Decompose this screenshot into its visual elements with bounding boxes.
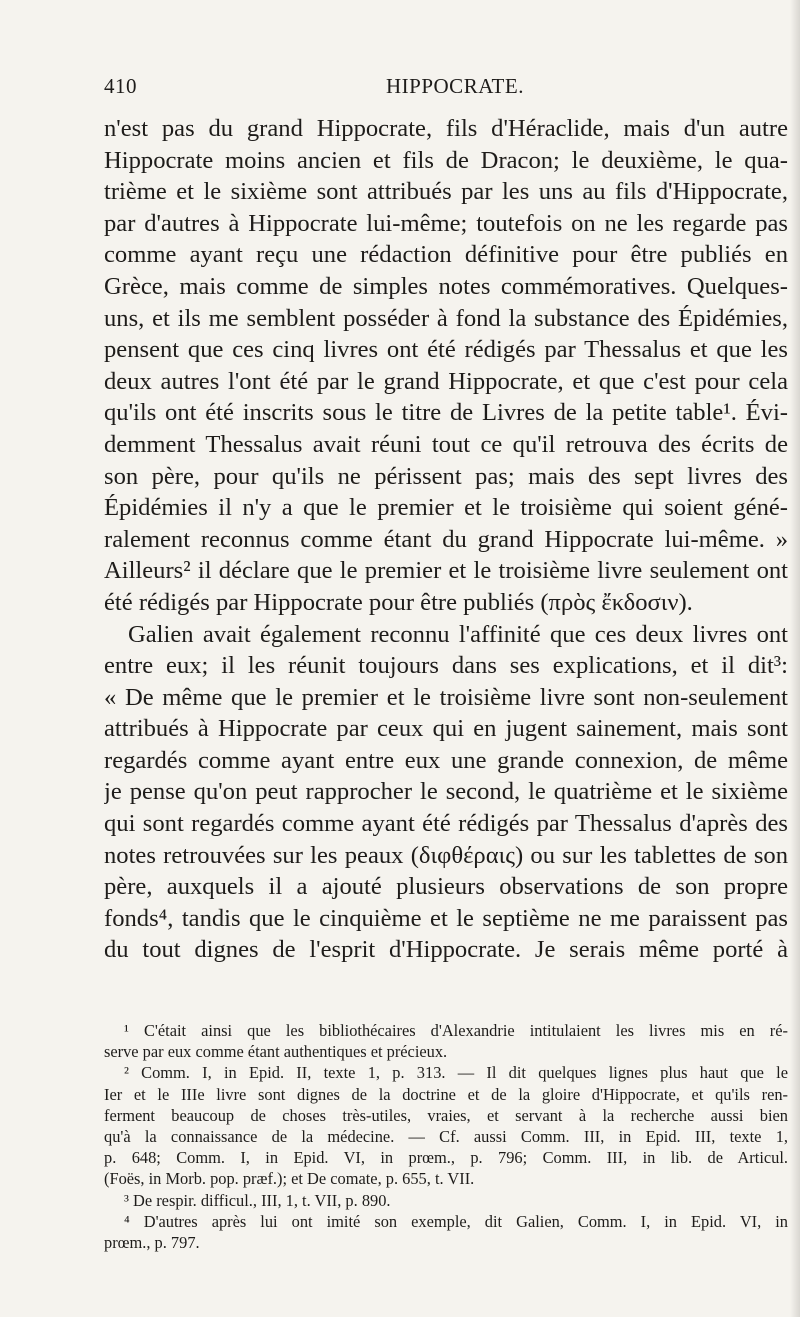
footnote-line: ¹ C'était ainsi que les bibliothécaires d'Alexandrie intitulaient les livres mis en ré- <box>124 1021 788 1040</box>
footnote-line: ³ De respir. difficul., III, 1, t. VII, p. 890. <box>124 1190 391 1210</box>
text-line: regardés comme ayant entre eux une grande connexion, de même <box>104 746 788 774</box>
footnote-line: prœm., p. 797. <box>104 1233 200 1253</box>
text-line: été rédigés par Hippocrate pour être publiés (πρὸς ἔκδοσιν). <box>104 588 693 616</box>
footnote-line: Ier et le IIIe livre sont dignes de la doctrine et de la gloire d'Hippocrate, et qu'ils ren- <box>104 1084 788 1104</box>
text-line: Hippocrate moins ancien et fils de Dracon; le deuxième, le qua- <box>104 146 788 174</box>
text-line: Galien avait également reconnu l'affinité que ces deux livres ont <box>128 620 788 648</box>
text-line: ralement reconnus comme étant du grand Hippocrate lui-même. » <box>104 525 788 553</box>
text-line: qu'ils ont été inscrits sous le titre de Livres de la petite table¹. Évi- <box>104 399 788 427</box>
text-line: par d'autres à Hippocrate lui-même; toutefois on ne les regarde pas <box>104 209 788 237</box>
text-line: « De même que le premier et le troisième livre sont non-seulement <box>104 683 788 711</box>
text-line: son père, pour qu'ils ne périssent pas; mais des sept livres des <box>104 462 788 490</box>
text-line: père, auxquels il a ajouté plusieurs observations de son propre <box>104 873 788 901</box>
text-line: Épidémies il n'y a que le premier et le troisième qui soient géné- <box>104 494 788 522</box>
page-edge-shadow <box>790 0 800 1317</box>
text-line: deux autres l'ont été par le grand Hippocrate, et que c'est pour cela <box>104 367 788 395</box>
running-header <box>104 74 784 104</box>
text-line: pensent que ces cinq livres ont été rédigés par Thessalus et que les <box>104 336 788 364</box>
main-text <box>104 113 788 966</box>
text-line: n'est pas du grand Hippocrate, fils d'Héraclide, mais d'un autre <box>104 115 788 142</box>
text-line: je pense qu'on peut rapprocher le second, le quatrième et le sixième <box>104 778 788 806</box>
text-line: comme ayant reçu une rédaction définitive pour être publiés en <box>104 241 788 269</box>
text-line: Ailleurs² il déclare que le premier et le troisième livre seulement ont <box>104 557 788 585</box>
text-line: entre eux; il les réunit toujours dans ses explications, et il dit³: <box>104 652 788 680</box>
text-line: Grèce, mais comme de simples notes commémoratives. Quelques- <box>104 272 788 300</box>
text-line: demment Thessalus avait réuni tout ce qu'il retrouva des écrits de <box>104 430 788 458</box>
text-line: notes retrouvées sur les peaux (διφθέραις) ou sur les tablettes de son <box>104 841 788 869</box>
text-line: du tout dignes de l'esprit d'Hippocrate. Je serais même porté à <box>104 936 788 964</box>
footnote-line: ² Comm. I, in Epid. II, texte 1, p. 313. — Il dit quelques lignes plus haut que le <box>124 1063 788 1083</box>
footnote-line: serve par eux comme étant authentiques et précieux. <box>104 1042 448 1062</box>
footnotes <box>104 1020 788 1253</box>
text-line: attribués à Hippocrate par ceux qui en jugent sainement, mais sont <box>104 715 788 743</box>
footnote-line: (Foës, in Morb. pop. præf.); et De comate, p. 655, t. VII. <box>104 1169 475 1189</box>
footnote-line: p. 648; Comm. I, in Epid. VI, in prœm., p. 796; Comm. III, in lib. de Articul. <box>104 1148 788 1168</box>
page-number: 410 <box>104 74 137 98</box>
text-line: uns, et ils me semblent posséder à fond la substance des Épidémies, <box>104 304 788 332</box>
text-line: qui sont regardés comme ayant été rédigés par Thessalus d'après des <box>104 810 788 838</box>
footnote-line: qu'à la connaissance de la médecine. — Cf. aussi Comm. III, in Epid. III, texte 1, <box>104 1127 788 1147</box>
text-line: fonds⁴, tandis que le cinquième et le septième ne me paraissent pas <box>104 904 788 932</box>
running-title: HIPPOCRATE. <box>386 74 524 98</box>
text-line: trième et le sixième sont attribués par les uns au fils d'Hippocrate, <box>104 178 788 206</box>
footnote-line: ⁴ D'autres après lui ont imité son exemple, dit Galien, Comm. I, in Epid. VI, in <box>124 1211 788 1231</box>
footnote-line: ferment beaucoup de choses très-utiles, vraies, et servant à la recherche aussi bien <box>104 1105 788 1125</box>
